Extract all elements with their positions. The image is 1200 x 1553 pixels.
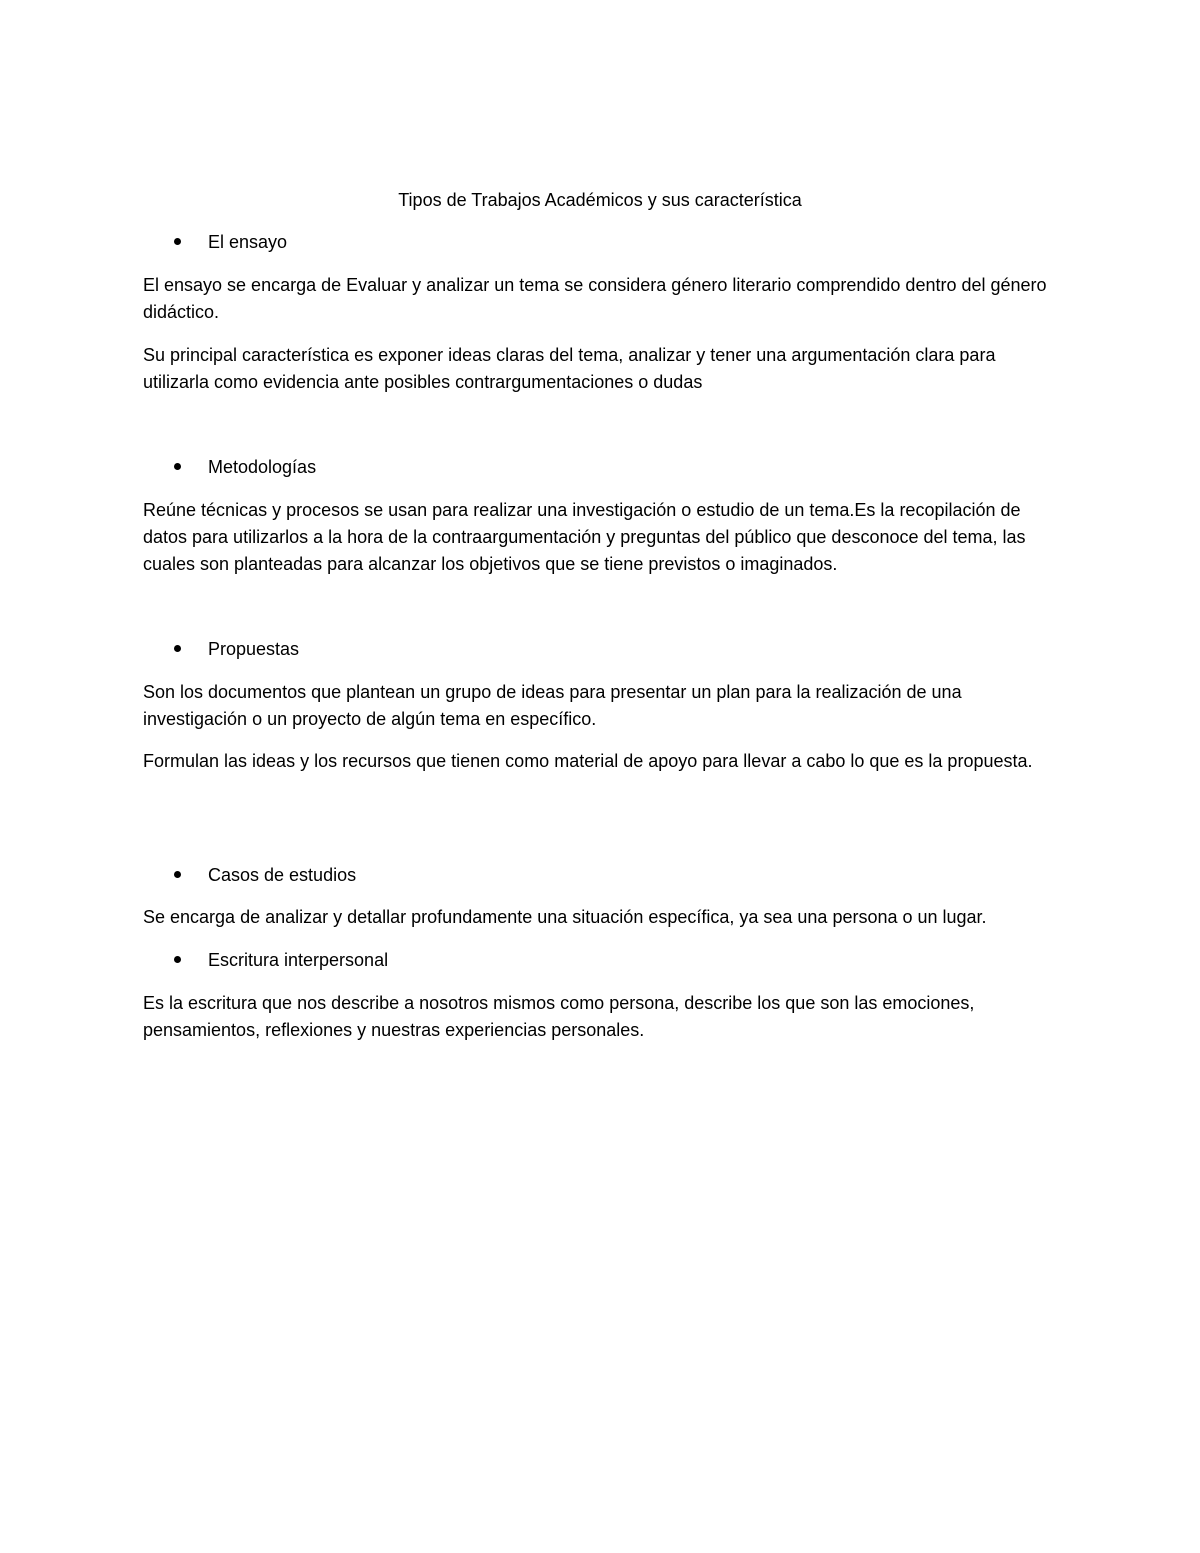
section-heading-label: Propuestas: [208, 639, 300, 659]
section-heading-label: Casos de estudios: [208, 865, 357, 885]
paragraph: Su principal característica es exponer ideas claras del tema, analizar y tener una argumentación clara para utilizarla como evidencia ante posibles contrargumentaciones o dudas: [143, 345, 996, 392]
section-heading-casos: [174, 862, 356, 888]
paragraph: Reúne técnicas y procesos se usan para realizar una investigación o estudio de un tema.Es la recopilación de datos para utilizarlos a la hora de la contraargumentación y preguntas del público que desconoce del tema, las cuales son planteadas para alcanzar los objetivos que se tiene previstos o imaginados.: [143, 500, 1026, 574]
paragraph: Son los documentos que plantean un grupo de ideas para presentar un plan para la realización de una investigación o un proyecto de algún tema en específico.: [143, 682, 962, 729]
paragraph: Formulan las ideas y los recursos que tienen como material de apoyo para llevar a cabo lo que es la propuesta.: [143, 751, 1033, 771]
section-heading-label: Escritura interpersonal: [208, 950, 389, 970]
section-heading-propuestas: [174, 636, 299, 662]
paragraph: El ensayo se encarga de Evaluar y analizar un tema se considera género literario comprendido dentro del género didáctico.: [143, 275, 1047, 322]
paragraph: Se encarga de analizar y detallar profundamente una situación específica, ya sea una persona o un lugar.: [143, 907, 987, 927]
section-heading-label: El ensayo: [208, 232, 288, 252]
bullet-icon: [174, 463, 181, 470]
document-title: Tipos de Trabajos Académicos y sus característica: [398, 190, 802, 210]
bullet-icon: [174, 645, 181, 652]
section-heading-label: Metodologías: [208, 457, 317, 477]
paragraph: Es la escritura que nos describe a nosotros mismos como persona, describe los que son las emociones, pensamientos, reflexiones y nuestras experiencias personales.: [143, 993, 975, 1040]
bullet-icon: [174, 871, 181, 878]
section-heading-ensayo: [174, 229, 287, 255]
section-heading-metodologias: [174, 454, 316, 480]
bullet-icon: [174, 238, 181, 245]
section-heading-escritura: [174, 947, 388, 973]
bullet-icon: [174, 956, 181, 963]
